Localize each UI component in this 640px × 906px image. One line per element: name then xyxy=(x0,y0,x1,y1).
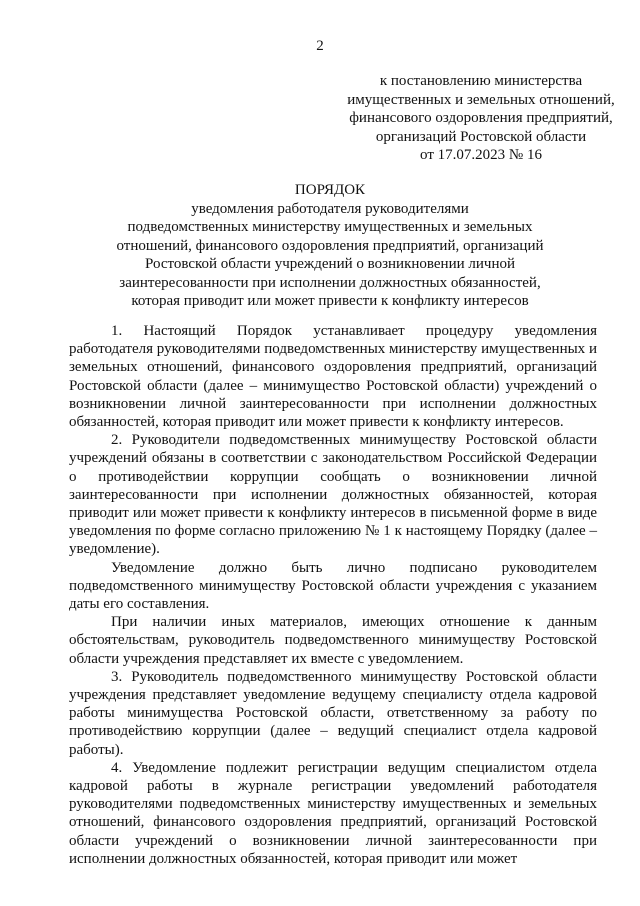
page-number: 2 xyxy=(316,38,324,54)
document-subtitle-line: уведомления работодателя руководителями xyxy=(191,200,469,217)
appendix-line: имущественных и земельных отношений, xyxy=(347,91,615,108)
document-subtitle-line: заинтересованности при исполнении должностных обязанностей, xyxy=(119,274,541,291)
document-subtitle-line: которая приводит или может привести к конфликту интересов xyxy=(131,293,529,309)
appendix-line: организаций Ростовской области xyxy=(375,128,587,145)
document-subtitle-line: Ростовской области учреждений о возникновении личной xyxy=(144,256,515,272)
paragraph-signature-requirement: Уведомление должно быть лично подписано руководителем подведомственного минимуществу Ростовской области учреждения с указанием даты его составления. xyxy=(69,559,597,613)
document-subtitle-line: подведомственных министерству имущественных и земельных xyxy=(127,219,533,235)
document-title: ПОРЯДОК xyxy=(294,182,366,198)
paragraph-2: 2. Руководители подведомственных минимуществу Ростовской области учреждений обязаны в соответствии с законодательством Российской Федерации о противодействии коррупции сообщать о возникновении личной заинтересованности при исполнении должностных обязанностей, которая приводит или может привести к конфликту интересов в письменной форме в виде уведомления по форме согласно приложению № 1 к настоящему Порядку (далее – уведомление). xyxy=(69,432,597,558)
document-body xyxy=(69,322,597,868)
paragraph-additional-materials: При наличии иных материалов, имеющих отношение к данным обстоятельствам, руководитель подведомственного минимуществу Ростовской области учреждения представляет их вместе с уведомлением. xyxy=(69,614,597,667)
document-subtitle-line: отношений, финансового оздоровления предприятий, организаций xyxy=(116,237,544,254)
appendix-reference xyxy=(336,72,626,165)
paragraph-4: 4. Уведомление подлежит регистрации ведущим специалистом отдела кадровой работы в журнале регистрации уведомлений работодателя руководителями подведомственных министерству имущественных и земельных отношений, финансового оздоровления предприятий, организаций Ростовской области учреждений о возникновении личной заинтересованности при исполнении должностных обязанностей, которая приводит или может xyxy=(69,759,597,867)
appendix-line: финансового оздоровления предприятий, xyxy=(349,110,613,126)
paragraph-1: 1. Настоящий Порядок устанавливает процедуру уведомления работодателя руководителями подведомственных министерству имущественных и земельных отношений, финансового оздоровления предприятий, организаций Ростовской области (далее – минимущество Ростовской области) учреждений о возникновении личной заинтересованности при исполнении должностных обязанностей, которая приводит или может привести к конфликту интересов. xyxy=(69,323,597,431)
paragraph-3: 3. Руководитель подведомственного минимуществу Ростовской области учреждения представляет уведомление ведущему специалисту отдела кадровой работы минимущества Ростовской области, ответственному за работу по противодействию коррупции (далее – ведущий специалист отдела кадровой работы). xyxy=(69,668,597,758)
appendix-line: от 17.07.2023 № 16 xyxy=(420,147,542,163)
document-heading xyxy=(60,181,600,311)
appendix-line: к постановлению министерства xyxy=(379,73,583,89)
